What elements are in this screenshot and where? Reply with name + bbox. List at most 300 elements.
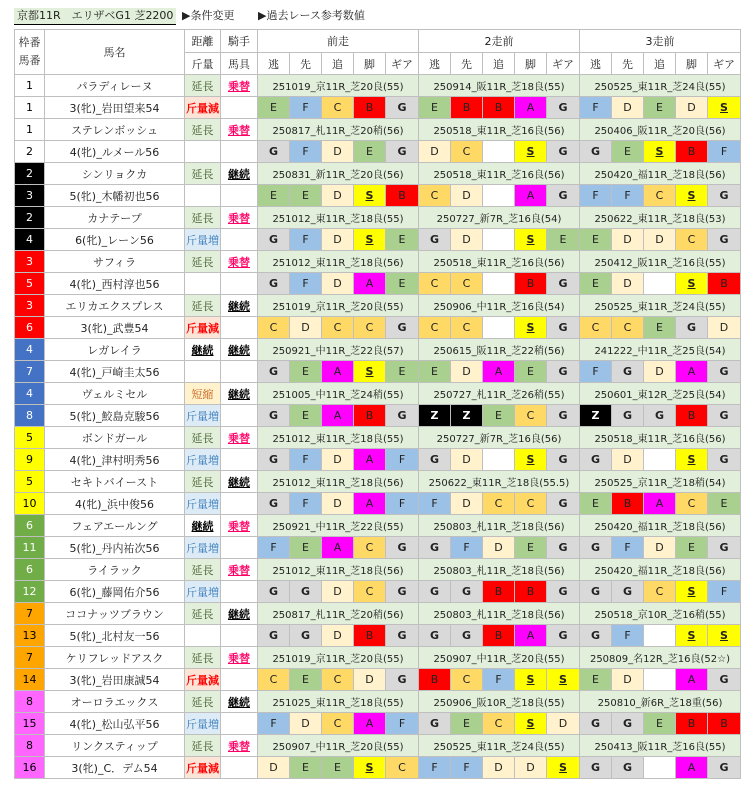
grade-cell-3-1: G [580, 713, 612, 735]
grade-cell-1-3: C [322, 669, 354, 691]
grade-cell-3-5: F [708, 141, 741, 163]
grade-cell-1-5: G [386, 97, 419, 119]
distance-change: 延長 [185, 647, 221, 669]
grade-cell-1-4: S [354, 757, 386, 779]
weight-change: 斤量減 [185, 757, 221, 779]
race-label-1[interactable]: 251012_東11R_芝18良(56) [258, 559, 419, 581]
grade-cell-2-4: A [515, 185, 547, 207]
weight-change: 斤量減 [185, 317, 221, 339]
grade-cell-3-4: S [676, 581, 708, 603]
grade-cell-3-5: G [708, 669, 741, 691]
horse-info: 5(牝)_鮫島克駿56 [45, 405, 185, 427]
sub-header-2-4: 脚 [515, 53, 547, 75]
jockey-change: 乗替 [221, 427, 258, 449]
grade-cell-3-3 [644, 757, 676, 779]
sub-header-2-2: 先 [451, 53, 483, 75]
jockey-change: 乗替 [221, 119, 258, 141]
grade-cell-1-2: G [290, 581, 322, 603]
grade-cell-1-5: B [386, 185, 419, 207]
horse-name[interactable]: ステレンボッシュ [45, 119, 185, 141]
weight-header: 斤量 [185, 53, 221, 75]
grade-cell-2-3 [483, 273, 515, 295]
horse-number: 11 [15, 537, 45, 559]
horse-number: 8 [15, 405, 45, 427]
race-label-1[interactable]: 251025_東11R_芝18良(55) [258, 691, 419, 713]
grade-cell-3-2: G [612, 713, 644, 735]
race-label-2[interactable]: 250803_札11R_芝18良(56) [419, 515, 580, 537]
grade-cell-3-5: E [708, 493, 741, 515]
grade-cell-2-2: F [451, 757, 483, 779]
grade-cell-3-4: C [676, 493, 708, 515]
grade-cell-2-3: D [483, 537, 515, 559]
grade-cell-2-1: E [419, 361, 451, 383]
horse-number: 16 [15, 757, 45, 779]
horse-number: 4 [15, 229, 45, 251]
weight-change: 斤量増 [185, 581, 221, 603]
jockey-header: 騎手 [221, 30, 258, 53]
jockey-change: 継続 [221, 603, 258, 625]
frame-number: 3 [15, 251, 45, 273]
race-label-1[interactable]: 251019_京11R_芝20良(55) [258, 647, 419, 669]
sub-header-3-2: 先 [612, 53, 644, 75]
grade-cell-2-5: E [547, 229, 580, 251]
horse-number: 9 [15, 449, 45, 471]
grade-cell-1-1: G [258, 361, 290, 383]
horse-name[interactable]: ケリフレッドアスク [45, 647, 185, 669]
grade-cell-2-3: D [483, 757, 515, 779]
horse-row-top [15, 339, 741, 361]
horse-row-bottom [15, 757, 741, 779]
race-label-1[interactable]: 251019_京11R_芝20良(55) [258, 295, 419, 317]
grade-cell-2-2: D [451, 229, 483, 251]
race-label-2[interactable]: 250803_札11R_芝18良(56) [419, 559, 580, 581]
frame-number: 3 [15, 295, 45, 317]
grade-cell-2-5: G [547, 185, 580, 207]
grade-cell-2-1: C [419, 273, 451, 295]
horse-number: 3 [15, 185, 45, 207]
grade-cell-3-2: D [612, 97, 644, 119]
grade-cell-1-1: E [258, 97, 290, 119]
gear-change [221, 625, 258, 647]
grade-cell-2-3 [483, 317, 515, 339]
race-label-2[interactable]: 250906_中11R_芝16良(54) [419, 295, 580, 317]
grade-cell-2-1: G [419, 581, 451, 603]
race-label-3[interactable]: 250525_京11R_芝18稍(54) [580, 471, 741, 493]
race-label-2[interactable]: 250914_阪11R_芝18良(55) [419, 75, 580, 97]
race-label-3[interactable]: 250809_名12R_芝16良(52☆) [580, 647, 741, 669]
gear-change [221, 449, 258, 471]
frame-number: 6 [15, 515, 45, 537]
grade-cell-3-3: D [644, 361, 676, 383]
frame-number: 2 [15, 163, 45, 185]
horse-number: 15 [15, 713, 45, 735]
grade-cell-1-1: G [258, 229, 290, 251]
grade-cell-2-3: A [483, 361, 515, 383]
grade-cell-1-3: D [322, 185, 354, 207]
weight-change: 斤量増 [185, 537, 221, 559]
horse-name[interactable]: ヴェルミセル [45, 383, 185, 405]
grade-cell-1-4: A [354, 449, 386, 471]
race-label-3[interactable]: 250420_福11R_芝18良(56) [580, 515, 741, 537]
grade-cell-2-5: G [547, 317, 580, 339]
grade-cell-1-3: A [322, 361, 354, 383]
horse-row-top [15, 647, 741, 669]
race-label-3[interactable]: 250601_東12R_芝25良(54) [580, 383, 741, 405]
sub-header-3-4: 脚 [676, 53, 708, 75]
grade-cell-1-5: F [386, 713, 419, 735]
grade-cell-3-3: A [644, 493, 676, 515]
jockey-change: 乗替 [221, 75, 258, 97]
frame-number: 2 [15, 207, 45, 229]
grade-cell-2-4: S [515, 449, 547, 471]
grade-cell-2-1: B [419, 669, 451, 691]
grade-cell-2-2: B [451, 97, 483, 119]
grade-cell-1-3: C [322, 713, 354, 735]
grade-cell-2-3: B [483, 625, 515, 647]
frame-number: 7 [15, 603, 45, 625]
entry-table [14, 29, 741, 779]
grade-cell-3-3: E [644, 97, 676, 119]
grade-cell-3-1: E [580, 669, 612, 691]
race-label-3[interactable]: 250406_阪11R_芝20良(56) [580, 119, 741, 141]
race-label-3[interactable]: 250413_阪11R_芝16良(55) [580, 735, 741, 757]
distance-change: 延長 [185, 295, 221, 317]
horse-name[interactable]: パラディレーヌ [45, 75, 185, 97]
horse-name[interactable]: レガレイラ [45, 339, 185, 361]
grade-cell-1-2: E [290, 757, 322, 779]
grade-cell-2-5: G [547, 625, 580, 647]
grade-cell-3-1: F [580, 97, 612, 119]
race-label-1[interactable]: 250921_中11R_芝22良(55) [258, 515, 419, 537]
grade-cell-1-5: E [386, 229, 419, 251]
grade-cell-1-4: D [354, 669, 386, 691]
grade-cell-1-3: A [322, 537, 354, 559]
grade-cell-3-3: G [644, 405, 676, 427]
grade-cell-2-2: D [451, 185, 483, 207]
grade-cell-2-3: E [483, 405, 515, 427]
race-label-2[interactable]: 250727_札11R_芝26稍(55) [419, 383, 580, 405]
past-race-link[interactable]: ▶過去レース参考数値 [258, 9, 365, 22]
horse-number: 5 [15, 273, 45, 295]
race-label-3[interactable]: 250622_東11R_芝18良(53) [580, 207, 741, 229]
race-label-3[interactable]: 250518_京10R_芝16稍(55) [580, 603, 741, 625]
grade-cell-3-5: G [708, 757, 741, 779]
horse-row-top [15, 427, 741, 449]
grade-cell-3-5: D [708, 317, 741, 339]
grade-cell-3-4: S [676, 273, 708, 295]
horse-row-bottom [15, 273, 741, 295]
sub-header-3-1: 逃 [580, 53, 612, 75]
race-label-2[interactable]: 250622_東11R_芝18良(55.5) [419, 471, 580, 493]
grade-cell-1-4: B [354, 625, 386, 647]
horse-info: 3(牝)_C．デム54 [45, 757, 185, 779]
grade-cell-1-2: F [290, 229, 322, 251]
grade-cell-1-2: F [290, 493, 322, 515]
grade-cell-3-5: S [708, 97, 741, 119]
race-label-2[interactable]: 250615_阪11R_芝22稍(56) [419, 339, 580, 361]
race-label-1[interactable]: 251012_東11R_芝18良(56) [258, 471, 419, 493]
grade-cell-1-3: D [322, 581, 354, 603]
horse-row-bottom [15, 97, 741, 119]
grade-cell-3-2: D [612, 669, 644, 691]
jockey-change: 継続 [221, 163, 258, 185]
horse-row-bottom [15, 185, 741, 207]
grade-cell-2-5: G [547, 537, 580, 559]
grade-cell-3-1: E [580, 493, 612, 515]
horse-name[interactable]: カナテープ [45, 207, 185, 229]
horse-row-top [15, 691, 741, 713]
race-label-3[interactable]: 250810_新6R_芝18重(56) [580, 691, 741, 713]
grade-cell-3-4: E [676, 537, 708, 559]
race-label-2[interactable]: 250518_東11R_芝16良(56) [419, 163, 580, 185]
jockey-change: 乗替 [221, 735, 258, 757]
race-label-3[interactable]: 250518_東11R_芝16良(56) [580, 427, 741, 449]
horse-name[interactable]: ココナッツブラウン [45, 603, 185, 625]
horse-info: 5(牝)_丹内祐次56 [45, 537, 185, 559]
horse-name[interactable]: リンクスティップ [45, 735, 185, 757]
grade-cell-2-5: D [547, 713, 580, 735]
grade-cell-3-1: Z [580, 405, 612, 427]
race1-header: 前走 [258, 30, 419, 53]
horse-row-top [15, 515, 741, 537]
grade-cell-3-1: E [580, 273, 612, 295]
race-label-3[interactable]: 250525_東11R_芝24良(55) [580, 295, 741, 317]
race-label-1[interactable]: 250921_中11R_芝22良(57) [258, 339, 419, 361]
grade-cell-3-3: E [644, 713, 676, 735]
grade-cell-2-3: B [483, 97, 515, 119]
horse-name[interactable]: エリカエクスプレス [45, 295, 185, 317]
race-label-3[interactable]: 250420_福11R_芝18良(56) [580, 559, 741, 581]
weight-change: 斤量増 [185, 493, 221, 515]
race-label-2[interactable]: 250727_新7R_芝16良(54) [419, 207, 580, 229]
grade-cell-1-1: E [258, 185, 290, 207]
horse-row-top [15, 163, 741, 185]
grade-cell-1-2: E [290, 185, 322, 207]
horse-header: 馬名 [45, 30, 185, 75]
jockey-change: 継続 [221, 383, 258, 405]
jockey-change: 乗替 [221, 515, 258, 537]
race-title[interactable]: 京都11R エリザベG1 芝2200 [14, 8, 176, 25]
grade-cell-2-3: C [483, 493, 515, 515]
grade-cell-2-4: E [515, 537, 547, 559]
horse-info: 4(牝)_津村明秀56 [45, 449, 185, 471]
grade-cell-2-1: D [419, 141, 451, 163]
grade-cell-3-1: E [580, 229, 612, 251]
grade-cell-2-5: S [547, 757, 580, 779]
jockey-change: 乗替 [221, 559, 258, 581]
grade-cell-1-1: G [258, 141, 290, 163]
race-label-1[interactable]: 250817_札11R_芝20稍(56) [258, 119, 419, 141]
grade-cell-3-4: S [676, 625, 708, 647]
horse-name[interactable]: ボンドガール [45, 427, 185, 449]
horse-number: 7 [15, 361, 45, 383]
grade-cell-2-4: A [515, 97, 547, 119]
grade-cell-2-4: S [515, 141, 547, 163]
grade-cell-2-1: F [419, 493, 451, 515]
grade-cell-2-2: D [451, 493, 483, 515]
grade-cell-2-3: F [483, 669, 515, 691]
grade-cell-1-3: D [322, 493, 354, 515]
frame-header [15, 30, 45, 75]
race-label-1[interactable]: 251005_中11R_芝24稍(55) [258, 383, 419, 405]
grade-cell-3-1: G [580, 757, 612, 779]
gear-change [221, 537, 258, 559]
race-label-2[interactable]: 250525_東11R_芝24良(55) [419, 735, 580, 757]
grade-cell-1-1: G [258, 273, 290, 295]
race-label-2[interactable]: 250518_東11R_芝16良(56) [419, 251, 580, 273]
weight-change: 斤量増 [185, 449, 221, 471]
frame-number: 5 [15, 427, 45, 449]
grade-cell-3-4: A [676, 757, 708, 779]
race-label-1[interactable]: 251019_京11R_芝20良(55) [258, 75, 419, 97]
grade-cell-3-2: E [612, 141, 644, 163]
grade-cell-3-3: D [644, 229, 676, 251]
grade-cell-3-2: D [612, 449, 644, 471]
gear-change [221, 757, 258, 779]
race-label-2[interactable]: 250906_阪10R_芝18良(55) [419, 691, 580, 713]
grade-cell-3-3: E [644, 317, 676, 339]
grade-cell-3-4: C [676, 229, 708, 251]
race-label-3[interactable]: 250420_福11R_芝18良(56) [580, 163, 741, 185]
distance-change: 延長 [185, 691, 221, 713]
grade-cell-2-2: D [451, 449, 483, 471]
race-label-1[interactable]: 250907_中11R_芝20良(55) [258, 735, 419, 757]
jockey-change: 継続 [221, 471, 258, 493]
grade-cell-1-2: D [290, 317, 322, 339]
grade-cell-3-1: G [580, 449, 612, 471]
grade-cell-1-1: F [258, 537, 290, 559]
grade-cell-1-5: F [386, 493, 419, 515]
condition-change-link[interactable]: ▶条件変更 [182, 9, 235, 22]
grade-cell-1-1: G [258, 581, 290, 603]
race-label-1[interactable]: 251012_東11R_芝18良(55) [258, 207, 419, 229]
horse-name[interactable]: フェアエールング [45, 515, 185, 537]
grade-cell-3-4: G [676, 317, 708, 339]
grade-cell-2-1: C [419, 317, 451, 339]
horse-info: 3(牝)_岩田康誠54 [45, 669, 185, 691]
horse-row-top [15, 119, 741, 141]
distance-change: 延長 [185, 163, 221, 185]
grade-cell-2-1: G [419, 449, 451, 471]
grade-cell-2-3: C [483, 713, 515, 735]
grade-cell-3-1: F [580, 185, 612, 207]
grade-cell-1-5: G [386, 317, 419, 339]
grade-cell-1-3: C [322, 317, 354, 339]
horse-name[interactable]: ライラック [45, 559, 185, 581]
weight-change [185, 625, 221, 647]
grade-cell-3-5: G [708, 537, 741, 559]
horse-info: 5(牝)_北村友一56 [45, 625, 185, 647]
horse-number: 13 [15, 625, 45, 647]
race2-header: 2走前 [419, 30, 580, 53]
grade-cell-1-4: S [354, 229, 386, 251]
horse-row-bottom [15, 581, 741, 603]
grade-cell-2-3: B [483, 581, 515, 603]
grade-cell-3-4: A [676, 669, 708, 691]
frame-number: 5 [15, 471, 45, 493]
race-label-2[interactable]: 250727_新7R_芝16良(56) [419, 427, 580, 449]
grade-cell-2-4: A [515, 625, 547, 647]
grade-cell-3-2: F [612, 185, 644, 207]
race-label-3[interactable]: 250525_東11R_芝24良(55) [580, 75, 741, 97]
grade-cell-2-4: S [515, 229, 547, 251]
grade-cell-1-4: C [354, 537, 386, 559]
grade-cell-3-2: G [612, 581, 644, 603]
sub-header-1-1: 逃 [258, 53, 290, 75]
race-label-3[interactable]: 241222_中11R_芝25良(54) [580, 339, 741, 361]
weight-change [185, 141, 221, 163]
horse-row-top [15, 251, 741, 273]
grade-cell-3-5: F [708, 581, 741, 603]
grade-cell-2-1: F [419, 757, 451, 779]
horse-name[interactable]: セキトバイースト [45, 471, 185, 493]
grade-cell-3-5: G [708, 361, 741, 383]
race-label-1[interactable]: 250831_新11R_芝20良(56) [258, 163, 419, 185]
grade-cell-3-2: D [612, 229, 644, 251]
horse-name[interactable]: シンリョクカ [45, 163, 185, 185]
distance-change: 継続 [185, 339, 221, 361]
grade-cell-1-1: F [258, 713, 290, 735]
grade-cell-1-2: F [290, 273, 322, 295]
horse-info: 3(牝)_岩田望来54 [45, 97, 185, 119]
grade-cell-3-2: C [612, 317, 644, 339]
grade-cell-3-2: D [612, 273, 644, 295]
weight-change: 斤量減 [185, 97, 221, 119]
grade-cell-1-3: A [322, 405, 354, 427]
grade-cell-1-4: E [354, 141, 386, 163]
weight-change: 斤量増 [185, 405, 221, 427]
grade-cell-1-5: E [386, 273, 419, 295]
race-label-1[interactable]: 251012_東11R_芝18良(55) [258, 427, 419, 449]
horse-row-bottom [15, 405, 741, 427]
grade-cell-2-5: S [547, 669, 580, 691]
horse-number: 1 [15, 97, 45, 119]
sub-header-2-1: 逃 [419, 53, 451, 75]
distance-change: 延長 [185, 207, 221, 229]
grade-cell-3-5: G [708, 405, 741, 427]
horse-name[interactable]: オーロラエックス [45, 691, 185, 713]
grade-cell-3-4: S [676, 185, 708, 207]
grade-cell-3-4: S [676, 449, 708, 471]
frame-header-bottom: 馬番 [18, 54, 41, 67]
race-label-2[interactable]: 250907_中11R_芝20良(55) [419, 647, 580, 669]
grade-cell-1-2: E [290, 405, 322, 427]
frame-number: 6 [15, 559, 45, 581]
grade-cell-1-2: D [290, 713, 322, 735]
sub-header-2-5: ギア [547, 53, 580, 75]
distance-change: 延長 [185, 119, 221, 141]
top-bar [0, 0, 755, 31]
race-label-1[interactable]: 251012_東11R_芝18良(56) [258, 251, 419, 273]
sub-header-3-5: ギア [708, 53, 741, 75]
race-label-3[interactable]: 250412_阪11R_芝16良(55) [580, 251, 741, 273]
horse-row-bottom [15, 229, 741, 251]
grade-cell-2-2: F [451, 537, 483, 559]
grade-cell-2-2: G [451, 625, 483, 647]
gear-change [221, 185, 258, 207]
horse-name[interactable]: サフィラ [45, 251, 185, 273]
race-label-2[interactable]: 250803_札11R_芝18良(56) [419, 603, 580, 625]
race-label-2[interactable]: 250518_東11R_芝16良(56) [419, 119, 580, 141]
grade-cell-1-5: E [386, 361, 419, 383]
race-label-1[interactable]: 250817_札11R_芝20稍(56) [258, 603, 419, 625]
grade-cell-3-4: D [676, 97, 708, 119]
grade-cell-3-3 [644, 669, 676, 691]
weight-change: 斤量増 [185, 229, 221, 251]
grade-cell-3-3 [644, 625, 676, 647]
grade-cell-1-1: G [258, 625, 290, 647]
weight-change [185, 273, 221, 295]
